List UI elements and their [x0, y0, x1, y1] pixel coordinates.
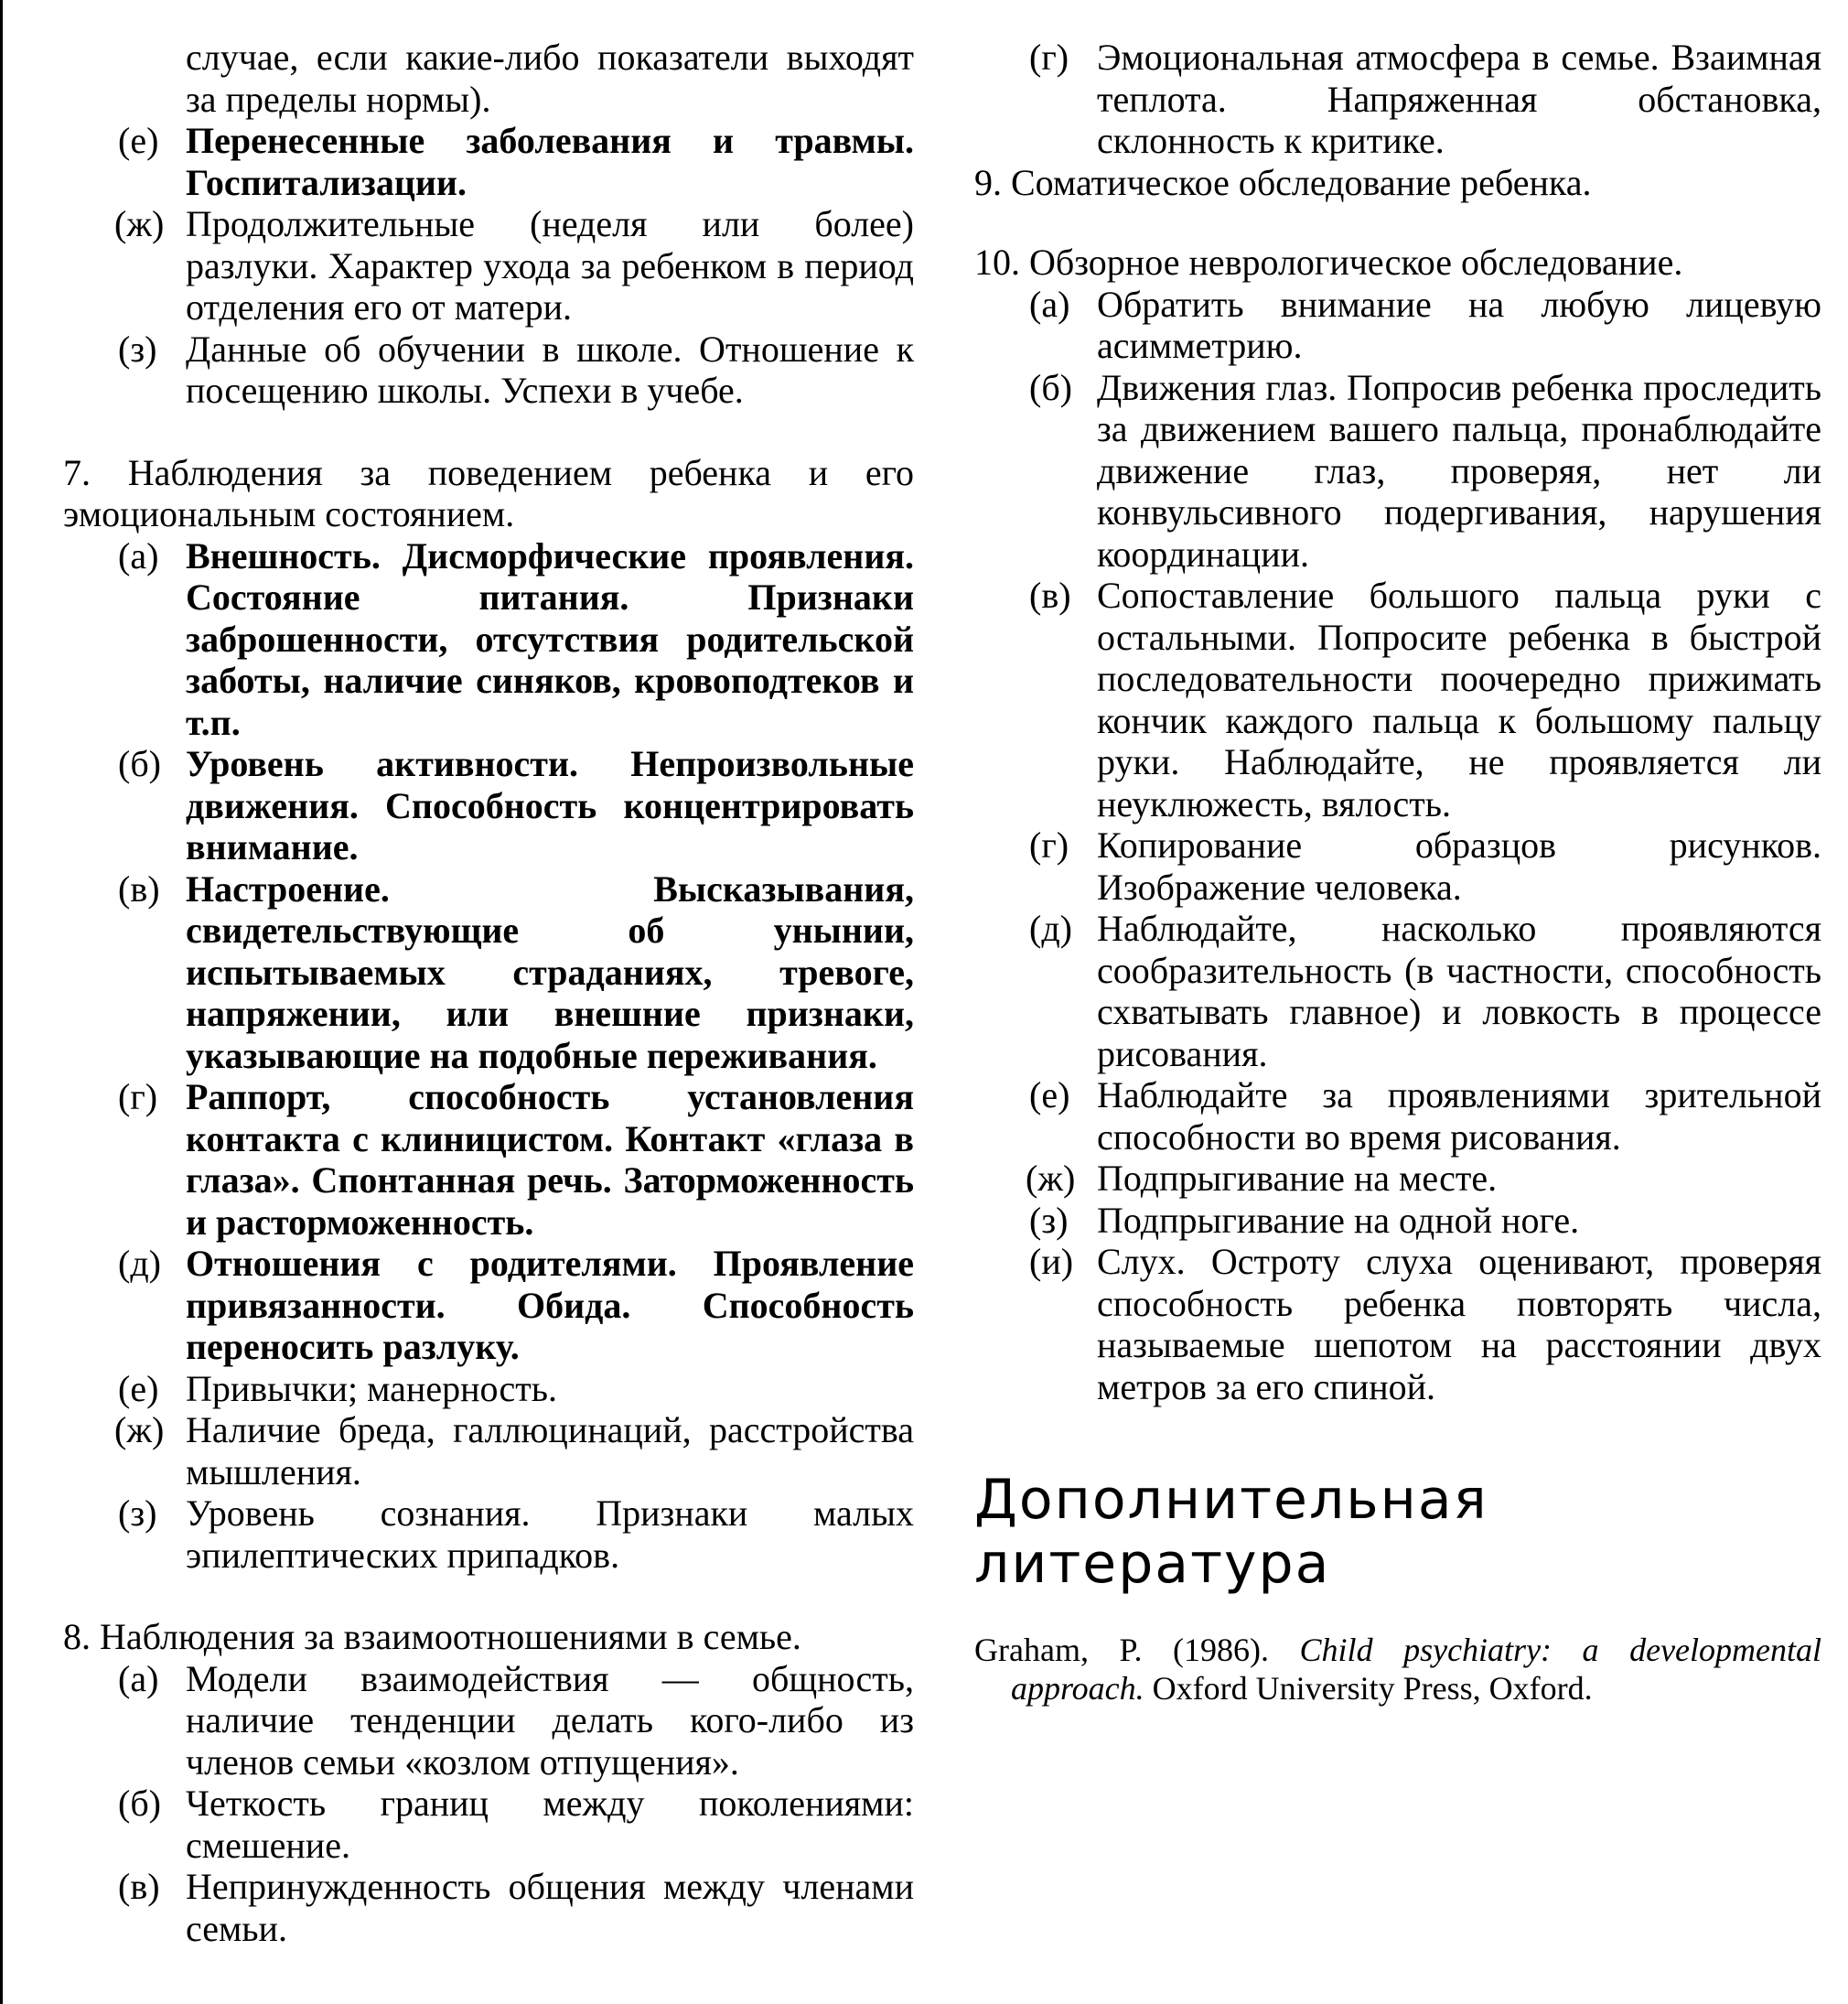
list-item — [974, 37, 1821, 162]
list-item — [974, 1158, 1821, 1200]
list-item — [63, 1658, 914, 1783]
item-label: (б) — [1029, 366, 1072, 408]
item-label: (ж) — [114, 1409, 165, 1450]
list-item — [63, 203, 914, 329]
item-label: (б) — [118, 743, 161, 784]
item-text: Отношения с родителями. Проявление привязанности. Обида. Способность переносить разлуку. — [186, 1243, 914, 1367]
section-title: 8. Наблюдения за взаимоотношениями в семье. — [63, 1616, 801, 1657]
section-title: 10. Обзорное неврологическое обследование. — [974, 242, 1683, 283]
item-label: (ж) — [114, 203, 165, 244]
item-label: (е) — [1029, 1074, 1070, 1115]
item-label: (з) — [118, 1492, 157, 1534]
item-text: Раппорт, способность установления контакта с клиницистом. Контакт «глаза в глаза». Спонтанная речь. Заторможенность и расторможенность. — [186, 1076, 914, 1243]
list-item — [974, 1241, 1821, 1407]
item-label: (г) — [1029, 37, 1069, 78]
section-10 — [974, 242, 1821, 1407]
list-item — [974, 908, 1821, 1074]
item-label: (д) — [1029, 908, 1072, 949]
item-label: (е) — [118, 1367, 159, 1409]
item-text: Подпрыгивание на месте. — [1097, 1158, 1498, 1199]
item-text: Обратить внимание на любую лицевую асимметрию. — [1097, 283, 1821, 366]
list-item — [63, 1409, 914, 1492]
list-item — [63, 120, 914, 203]
item-text: Наблюдайте за проявлениями зрительной способности во время рисования. — [1097, 1074, 1821, 1158]
list-item — [974, 575, 1821, 824]
section-8 — [63, 1616, 914, 1949]
item-text: Подпрыгивание на одной ноге. — [1097, 1199, 1580, 1241]
continuation-text: случае, если какие-либо показатели выходят за пределы нормы). — [186, 37, 914, 120]
reference-entry — [974, 1631, 1821, 1708]
list-item — [63, 743, 914, 868]
section-7 — [63, 452, 914, 1577]
item-text: Внешность. Дисморфические проявления. Состояние питания. Признаки заброшенности, отсутствия родительской заботы, наличие синяков, кровоподтеков и т.п. — [186, 534, 914, 743]
item-label: (г) — [118, 1076, 158, 1117]
item-label: (г) — [1029, 824, 1069, 866]
item-text: Привычки; манерность. — [186, 1367, 557, 1409]
list-item — [63, 1243, 914, 1368]
item-label: (а) — [1029, 283, 1070, 325]
list-item — [63, 868, 914, 1077]
reference-authors: Graham, P. (1986). — [974, 1632, 1270, 1668]
reference-title: Child psychiatry: a developmental approach. — [1011, 1632, 1822, 1707]
list-item — [974, 824, 1821, 908]
section-9-title: 9. Соматическое обследование ребенка. — [974, 161, 1592, 203]
item-label: (е) — [118, 120, 159, 161]
item-label: (а) — [118, 1657, 159, 1699]
item-label: (в) — [118, 867, 160, 910]
item-text: Продолжительные (неделя или более) разлуки. Характер ухода за ребенком в период отделения его от матери. — [186, 203, 914, 328]
list-item — [974, 367, 1821, 576]
list-item — [974, 1200, 1821, 1242]
item-text: Уровень сознания. Признаки малых эпилептических припадков. — [186, 1492, 914, 1576]
item-text: Уровень активности. Непроизвольные движения. Способность концентрировать внимание. — [186, 743, 914, 867]
item-label: (а) — [118, 534, 159, 576]
item-label: (з) — [1029, 1199, 1069, 1241]
item-label: (в) — [118, 1866, 160, 1907]
left-column — [63, 37, 914, 1949]
item-text: Сопоставление большого пальца руки с остальными. Попросите ребенка в быстрой последовательности поочередно прижимать кончик каждого пальца к большому пальцу руки. Наблюдайте, не проявляется ли неуклюжесть, вялость. — [1097, 575, 1821, 824]
list-item — [63, 1783, 914, 1866]
section-title: 7. Наблюдения за поведением ребенка и его эмоциональным состоянием. — [63, 451, 914, 534]
item-list-6 — [63, 120, 914, 412]
list-item — [63, 329, 914, 412]
item-label: (ж) — [1026, 1158, 1076, 1199]
reference-publisher: Oxford University Press, Oxford. — [1152, 1670, 1593, 1707]
list-item — [63, 1866, 914, 1949]
item-text: Копирование образцов рисунков. Изображение человека. — [1097, 824, 1821, 908]
item-label: (и) — [1029, 1241, 1074, 1282]
list-item — [63, 1076, 914, 1243]
list-item — [974, 1074, 1821, 1158]
item-text: Наблюдайте, насколько проявляются сообразительность (в частности, способность схватывать главное) и ловкость в процессе рисования. — [1097, 908, 1821, 1074]
list-item — [63, 1492, 914, 1576]
item-text: Данные об обучении в школе. Отношение к посещению школы. Успехи в учебе. — [186, 328, 914, 411]
list-item — [63, 535, 914, 744]
item-text: Настроение. Высказывания, свидетельствующие об унынии, испытываемых страданиях, тревоге, напряжении, или внешние признаки, указывающие на подобные переживания. — [186, 867, 914, 1076]
item-text: Эмоциональная атмосфера в семье. Взаимная теплота. Напряженная обстановка, склонность к критике. — [1097, 37, 1821, 161]
item-text: Слух. Остроту слуха оценивают, проверяя способность ребенка повторять числа, называемые шепотом на расстоянии двух метров за его спиной. — [1097, 1241, 1821, 1407]
list-item — [974, 284, 1821, 367]
item-text: Перенесенные заболевания и травмы. Госпитализации. — [186, 120, 914, 203]
list-item — [63, 1368, 914, 1410]
item-label: (д) — [118, 1243, 161, 1284]
right-column — [974, 37, 1821, 1708]
item-label: (з) — [118, 328, 157, 370]
item-text: Непринужденность общения между членами семьи. — [186, 1866, 914, 1949]
item-text: Модели взаимодействия — общность, наличие тенденции делать кого-либо из членов семьи «козлом отпущения». — [186, 1657, 914, 1783]
item-text: Четкость границ между поколениями: смешение. — [186, 1783, 914, 1866]
further-reading-heading: Дополнительная литература — [974, 1468, 1488, 1596]
item-text: Наличие бреда, галлюцинаций, расстройства мышления. — [186, 1409, 914, 1492]
item-label: (в) — [1029, 575, 1071, 616]
item-label: (б) — [118, 1783, 161, 1824]
item-text: Движения глаз. Попросив ребенка проследить за движением вашего пальца, пронаблюдайте движение глаз, проверяя, нет ли конвульсивного подергивания, нарушения координации. — [1097, 366, 1821, 575]
